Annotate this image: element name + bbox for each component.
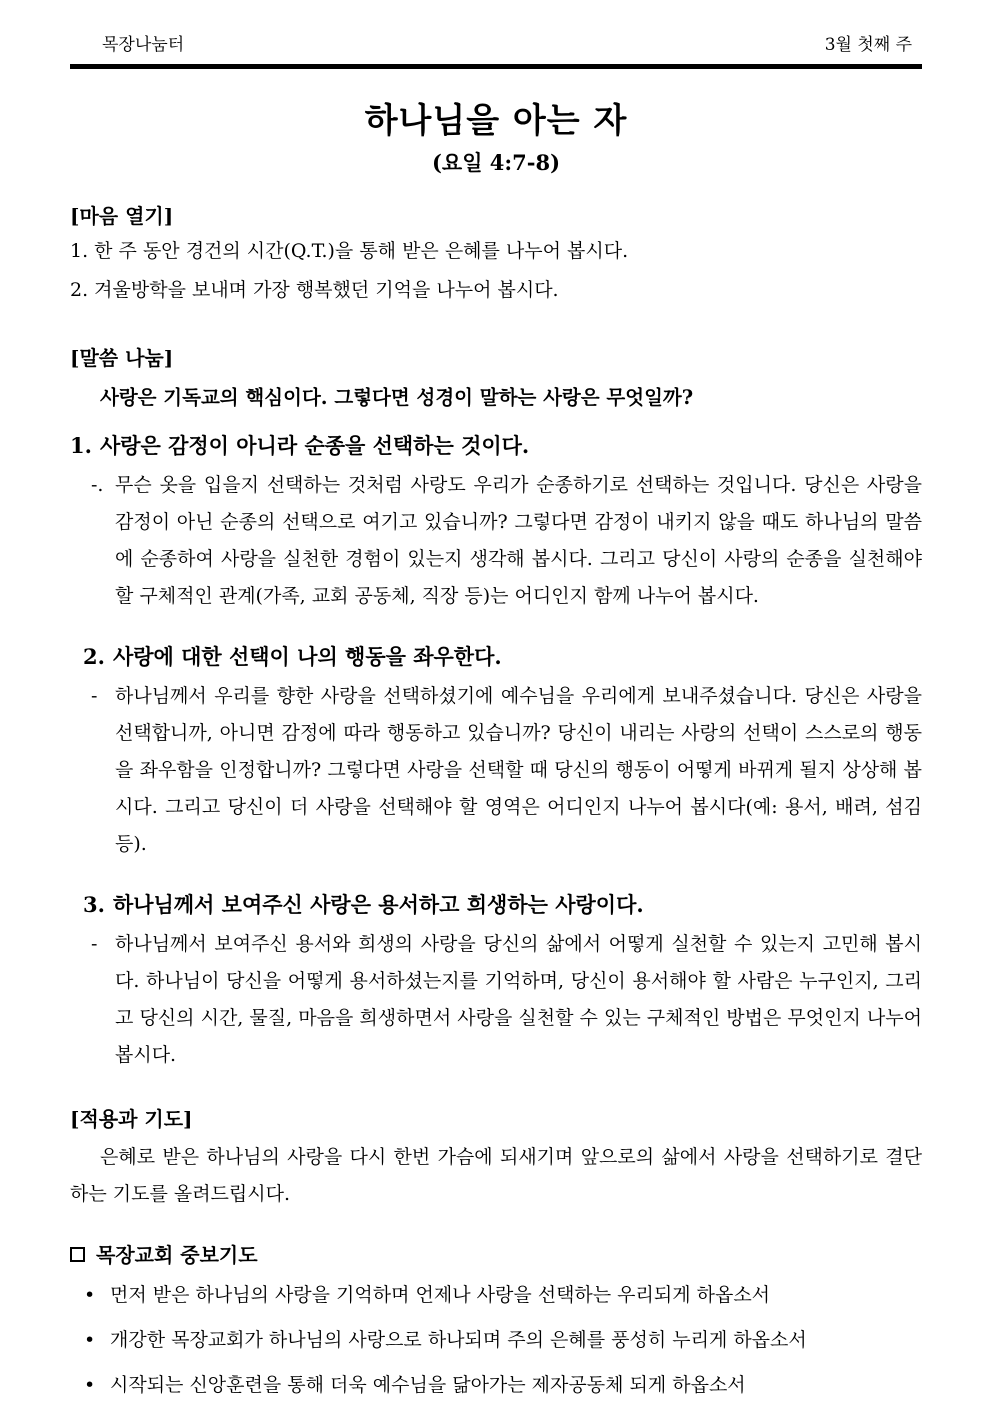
application-body: 은혜로 받은 하나님의 사랑을 다시 한번 가슴에 되새기며 앞으로의 삶에서 사랑을 선택하기로 결단하는 기도를 올려드립시다.: [70, 1146, 922, 1205]
header-divider: [70, 64, 922, 69]
discussion-point-2: [70, 637, 922, 863]
point-2-body: 하나님께서 우리를 향한 사랑을 선택하셨기에 예수님을 우리에게 보내주셨습니다. 당신은 사랑을 선택합니까, 아니면 감정에 따라 행동하고 있습니까? 당신이 내리는 사랑의 선택이 스스로의 행동을 좌우함을 인정합니까? 그렇다면 사랑을 선택할 때 당신의 행동이 어떻게 바뀌게 될지 상상해 봅시다. 그리고 당신이 더 사랑을 선택해야 할 영역은 어디인지 나누어 봅시다(예: 용서, 배려, 섬김 등).: [115, 685, 922, 855]
point-2-title: 사랑에 대한 선택이 나의 행동을 좌우한다.: [112, 644, 502, 669]
section-opening: [70, 201, 922, 309]
bullet-icon: •: [84, 1284, 96, 1306]
header-doc-name: 목장나눔터: [102, 35, 185, 55]
page-title: 하나님을 아는 자: [364, 101, 628, 141]
point-2-heading: [70, 637, 922, 677]
dash-marker: -.: [91, 474, 104, 496]
section-word-sharing: [70, 343, 922, 1074]
point-2-number: 2.: [83, 644, 105, 669]
point-3-body: 하나님께서 보여주신 용서와 희생의 사랑을 당신의 삶에서 어떻게 실천할 수 있는지 고민해 봅시다. 하나님이 당신을 어떻게 용서하셨는지를 기억하며, 당신이 용서해야 할 사람은 누구인지, 그리고 당신의 시간, 물질, 마음을 희생하면서 사랑을 실천할 수 있는 구체적인 방법은 무엇인지 나누어 봅시다.: [115, 933, 922, 1066]
point-3-number: 3.: [83, 892, 105, 917]
bullet-icon: •: [84, 1329, 96, 1351]
checkbox-icon: [70, 1247, 85, 1262]
discussion-point-1: [70, 426, 922, 615]
dash-marker: -: [91, 685, 98, 707]
scripture-reference: (요일 4:7-8): [431, 150, 561, 175]
prayer-item-2: [70, 1322, 922, 1358]
opening-item-1: 1. 한 주 동안 경건의 시간(Q.T.)을 통해 받은 은혜를 나누어 봅시다.: [70, 240, 629, 262]
bullet-icon: •: [84, 1374, 96, 1396]
prayer-item-3-text: 시작되는 신앙훈련을 통해 더욱 예수님을 닮아가는 제자공동체 되게 하옵소서: [110, 1374, 746, 1396]
point-1-body: 무슨 옷을 입을지 선택하는 것처럼 사랑도 우리가 순종하기로 선택하는 것입니다. 당신은 사랑을 감정이 아닌 순종의 선택으로 여기고 있습니까? 그렇다면 감정이 내키지 않을 때도 하나님의 말씀에 순종하여 사랑을 실천한 경험이 있는지 생각해 봅시다. 그리고 당신이 사랑의 순종을 실천해야 할 구체적인 관계(가족, 교회 공동체, 직장 등)는 어디인지 함께 나누어 봅시다.: [115, 474, 922, 607]
word-heading: [말씀 나눔]: [70, 346, 174, 370]
point-3-title: 하나님께서 보여주신 사랑은 용서하고 희생하는 사랑이다.: [112, 892, 644, 917]
point-3-heading: [70, 885, 922, 925]
document-header: [70, 30, 922, 55]
dash-marker: -: [91, 933, 98, 955]
point-3-paragraph: [70, 926, 922, 1074]
prayer-item-3: [70, 1367, 922, 1403]
prayer-item-1: [70, 1277, 922, 1313]
discussion-point-3: [70, 885, 922, 1074]
prayer-item-1-text: 먼저 받은 하나님의 사랑을 기억하며 언제나 사랑을 선택하는 우리되게 하옵소서: [110, 1284, 771, 1306]
point-2-paragraph: [70, 678, 922, 863]
header-week: 3월 첫째 주: [824, 35, 912, 55]
application-heading: [적용과 기도]: [70, 1107, 193, 1131]
point-1-number: 1.: [70, 433, 92, 458]
word-intro: 사랑은 기독교의 핵심이다. 그렇다면 성경이 말하는 사랑은 무엇일까?: [100, 386, 694, 409]
prayer-item-2-text: 개강한 목장교회가 하나님의 사랑으로 하나되며 주의 은혜를 풍성히 누리게 하옵소서: [110, 1329, 807, 1351]
intercession-title: 목장교회 중보기도: [96, 1243, 258, 1267]
intercession-heading: [70, 1239, 922, 1268]
point-1-title: 사랑은 감정이 아니라 순종을 선택하는 것이다.: [99, 433, 530, 458]
point-1-heading: [70, 426, 922, 466]
opening-item-2: 2. 겨울방학을 보내며 가장 행복했던 기억을 나누어 봅시다.: [70, 279, 559, 301]
section-application-prayer: [70, 1104, 922, 1213]
point-1-paragraph: [70, 467, 922, 615]
section-intercession: [70, 1239, 922, 1403]
opening-heading: [마음 열기]: [70, 204, 174, 228]
